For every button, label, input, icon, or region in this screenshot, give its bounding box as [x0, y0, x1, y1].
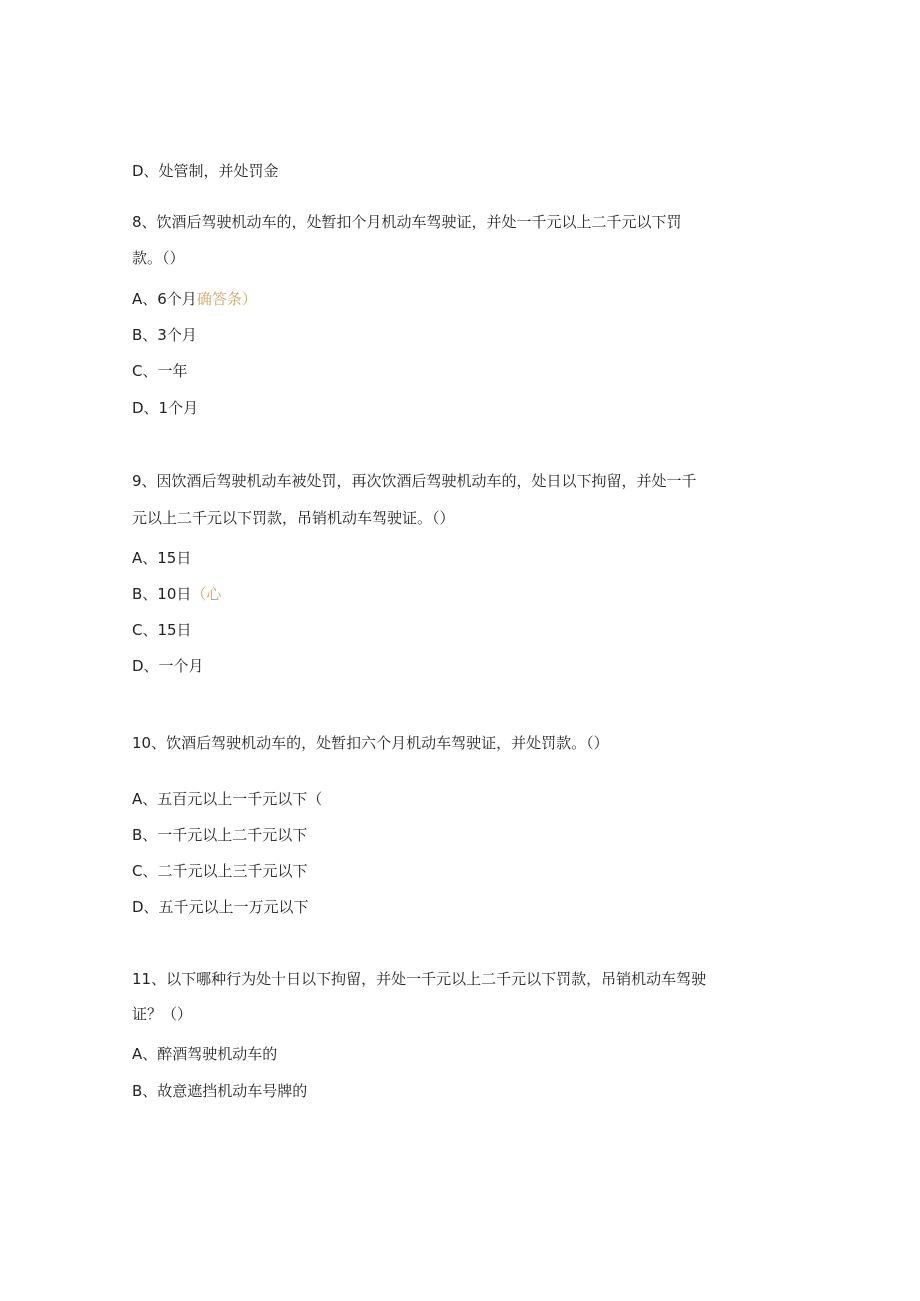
- answer-note: （心: [191, 585, 222, 603]
- option-q11-b: B、故意遮挡机动车号牌的: [132, 1082, 308, 1100]
- question-8-line-1: 8、饮酒后驾驶机动车的，处暂扣个月机动车驾驶证，并处一千元以上二千元以下罚: [132, 213, 682, 231]
- question-9-line-1: 9、因饮酒后驾驶机动车被处罚，再次饮酒后驾驶机动车的，处日以下拘留，并处一千: [132, 472, 697, 490]
- option-q9-b: B、10日（心: [132, 585, 222, 603]
- option-q8-d: D、1个月: [132, 399, 199, 417]
- option-q9-d: D、一个月: [132, 657, 204, 675]
- answer-note: 确答条）: [196, 290, 257, 308]
- question-11-line-2: 证？（）: [132, 1005, 193, 1023]
- option-q8-b: B、3个月: [132, 326, 197, 344]
- option-q10-c: C、二千元以上三千元以下: [132, 862, 308, 880]
- question-9-line-2: 元以上二千元以下罚款，吊销机动车驾驶证。（）: [132, 509, 455, 527]
- option-q9-c: C、15日: [132, 621, 192, 639]
- question-11-line-1: 11、以下哪种行为处十日以下拘留，并处一千元以上二千元以下罚款，吊销机动车驾驶: [132, 970, 707, 988]
- option-q10-a: A、五百元以上一千元以下（: [132, 790, 323, 808]
- question-10-line-1: 10、饮酒后驾驶机动车的，处暂扣六个月机动车驾驶证，并处罚款。（）: [132, 734, 609, 752]
- option-q10-b: B、一千元以上二千元以下: [132, 826, 308, 844]
- option-q8-c: C、一年: [132, 362, 188, 380]
- option-q9-a: A、15日: [132, 549, 192, 567]
- option-q11-a: A、醉酒驾驶机动车的: [132, 1045, 278, 1063]
- option-q7-d: D、处管制，并处罚金: [132, 162, 279, 180]
- question-8-line-2: 款。（）: [132, 249, 185, 267]
- option-q10-d: D、五千元以上一万元以下: [132, 898, 309, 916]
- option-q8-a: A、6个月确答条）: [132, 290, 257, 308]
